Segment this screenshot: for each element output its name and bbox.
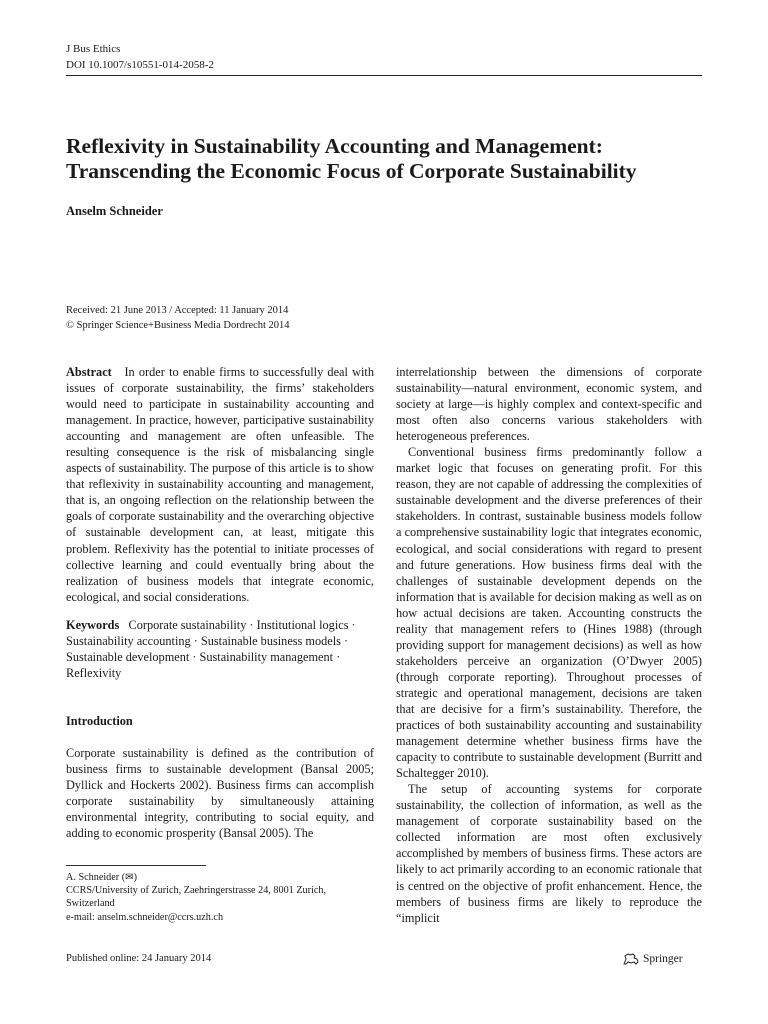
- keywords: [66, 617, 374, 681]
- body-paragraph-1: interrelationship between the dimensions of corporate sustainability—natural environment, economic system, and society at large—is highly complex and context-specific and most often also concerns various stakeholders with heterogeneous preferences.: [396, 365, 702, 444]
- author-footnote: [66, 871, 376, 924]
- copyright: © Springer Science+Business Media Dordrecht 2014: [66, 320, 290, 331]
- abstract-text: In order to enable firms to successfully deal with issues of corporate sustainability, the firms’ stakeholders would need to participate in sustainability accounting and management. In practice, however, participative sustainability accounting and management are often unfeasible. The resulting consequence is the risk of misbalancing single aspects of sustainability. The purpose of this article is to show that reflexivity in sustainability accounting and management, that is, an ongoing reflection on the relationship between the goals of corporate sustainability and the overarching objective of sustainable development can, at least, mitigate this problem. Reflexivity has the potential to initiate processes of collective learning and could eventually bring about the realization of business models that integrate economic, ecological, and social considerations.: [66, 365, 374, 604]
- left-column: [66, 364, 374, 841]
- footnote-separator: [66, 865, 206, 866]
- article-title: [66, 134, 706, 184]
- abstract: [66, 364, 374, 605]
- publisher-name: Springer: [643, 953, 683, 965]
- journal-name: J Bus Ethics: [66, 43, 121, 55]
- article-dates: [66, 303, 290, 333]
- springer-horse-icon: [622, 952, 640, 966]
- title-line-1: Reflexivity in Sustainability Accounting and Management:: [66, 134, 603, 158]
- right-column: [396, 364, 702, 926]
- published-online: Published online: 24 January 2014: [66, 953, 212, 964]
- keywords-label: Keywords: [66, 617, 120, 632]
- keywords-text: Corporate sustainability · Institutional logics · Sustainability accounting · Sustainable business models · Sustainable development · Sustainability management · Reflexivity: [66, 617, 356, 680]
- journal-header: [66, 41, 214, 73]
- intro-paragraph: Corporate sustainability is defined as the contribution of business firms to sustainable development (Bansal 2005; Dyllick and Hockerts 2002). Business firms can accomplish corporate sustainability by simultaneously attaining environmental integrity, contributing to social equity, and adding to economic prosperity (Bansal 2005). The: [66, 745, 374, 841]
- received-accepted: Received: 21 June 2013 / Accepted: 11 January 2014: [66, 305, 289, 316]
- body-paragraph-3: The setup of accounting systems for corporate sustainability, the collection of information, as well as the management of corporate sustainability based on the collected information are most often exclusively accomplished by members of business firms. These actors are likely to act primarily according to an economic rationale that is centred on the objective of profit enhancement. Hence, the members of business firms are likely to reproduce the “implicit: [396, 782, 702, 925]
- section-heading-introduction: Introduction: [66, 713, 133, 728]
- springer-logo: [622, 952, 683, 966]
- header-rule: [66, 75, 702, 76]
- footnote-email[interactable]: e-mail: anselm.schneider@ccrs.uzh.ch: [66, 911, 224, 923]
- title-line-2: Transcending the Economic Focus of Corporate Sustainability: [66, 159, 637, 183]
- doi[interactable]: DOI 10.1007/s10551-014-2058-2: [66, 59, 214, 71]
- footnote-author: A. Schneider (✉): [66, 872, 138, 883]
- author-name: Anselm Schneider: [66, 204, 163, 218]
- abstract-label: Abstract: [66, 365, 112, 379]
- footnote-affiliation: CCRS/University of Zurich, Zaehringerstrasse 24, 8001 Zurich, Switzerland: [66, 885, 327, 910]
- body-paragraph-2: Conventional business firms predominantly follow a market logic that focuses on generating profit. For this reason, they are not capable of addressing the complexities of sustainable development and the diverse preferences of their stakeholders. In contrast, sustainable business models follow a comprehensive sustainability logic that integrates economic, ecological, and social considerations with regard to present and future generations. How business firms deal with the challenges of sustainable development depends on the information that is available for decision making as well as on how actual decisions are taken. Accounting constructs the reality that management refers to (Hines 1988) (through providing support for management decisions) as well as how stakeholders perceive an organization (O’Dwyer 2005) (through corporate reporting). Throughout processes of strategic and operational management, decisions are taken that are decisive for a firm’s sustainability. Therefore, the practices of both sustainability accounting and sustainability management determine whether business firms have the capacity to contribute to sustainable development (Burritt and Schaltegger 2010).: [396, 445, 702, 781]
